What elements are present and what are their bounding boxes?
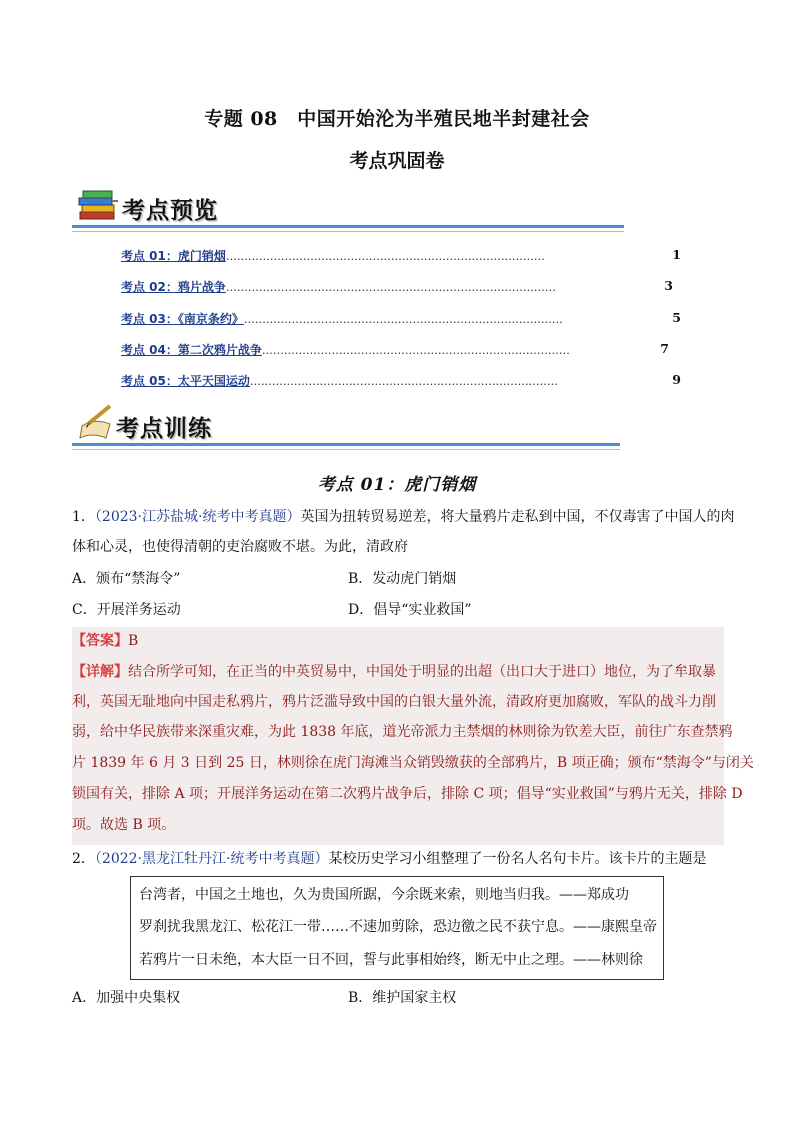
detail-line-6: 项。故选 B 项。	[72, 817, 176, 833]
pencil-paper-icon	[76, 400, 120, 444]
toc-page-number: 7	[660, 341, 669, 356]
detail-line-4: 片 1839 年 6 月 3 日到 25 日，林则徐在虎门海滩当众销毁缴获的全部鸦片，B 项正确；颁布“禁海令”与闭关	[72, 755, 754, 771]
document-title: 专题 08 中国开始沦为半殖民地半封建社会	[204, 108, 590, 130]
toc-link[interactable]: 考点 05：太平天国运动	[121, 374, 250, 388]
training-underline-thin	[72, 449, 620, 450]
option-c[interactable]: C．开展洋务运动	[72, 602, 181, 618]
toc-leader-dots: …………………………………………………………………………	[249, 375, 558, 388]
option-a[interactable]: A．加强中央集权	[72, 990, 181, 1006]
question-text: 英国为扭转贸易逆差，将大量鸦片走私到中国，不仅毒害了中国人的肉	[300, 509, 735, 525]
question-2	[72, 844, 724, 874]
quote-line-2: 罗刹扰我黑龙江、松花江一带……不速加剪除，恐边徼之民不获宁息。——康熙皇帝	[139, 919, 657, 935]
toc-page-number: 9	[672, 372, 681, 387]
option-b[interactable]: B．发动虎门销烟	[348, 571, 457, 587]
option-d[interactable]: D．倡导“实业救国”	[348, 602, 472, 618]
toc-item-3[interactable]	[121, 310, 681, 330]
toc-link[interactable]: 考点 03：《南京条约》	[121, 312, 244, 326]
question-text: 某校历史学习小组整理了一份名人名句卡片。该卡片的主题是	[328, 851, 707, 867]
toc-link[interactable]: 考点 04：第二次鸦片战争	[121, 343, 262, 357]
preview-section-banner	[72, 186, 624, 232]
question-source: （2023·江苏盐城·统考中考真题）	[94, 509, 301, 525]
detail-line-3: 弱，给中华民族带来深重灾难，为此 1838 年底，道光帝派力主禁烟的林则徐为钦差大臣，前往广东查禁鸦	[72, 724, 733, 740]
detail-tag: 【详解】	[72, 664, 128, 680]
quote-card	[130, 876, 664, 980]
preview-section-title: 考点预览	[122, 198, 218, 224]
toc-item-1[interactable]	[121, 247, 681, 267]
books-icon	[76, 182, 120, 226]
document-subtitle: 考点巩固卷	[349, 150, 445, 172]
toc-leader-dots: ………………………………………………………………………………	[225, 281, 556, 294]
answer-tag: 【答案】	[72, 633, 128, 649]
toc-leader-dots: …………………………………………………………………………	[261, 344, 570, 357]
toc-leader-dots: ……………………………………………………………………………	[243, 313, 563, 326]
toc-link[interactable]: 考点 01：虎门销烟	[121, 249, 226, 263]
toc-page-number: 3	[664, 278, 673, 293]
question-number: 1．	[72, 509, 95, 525]
detail-line-2: 利，英国无耻地向中国走私鸦片，鸦片泛滥导致中国的白银大量外流，清政府更加腐败，军队的战斗力削	[72, 694, 716, 710]
answer-line	[72, 627, 724, 656]
training-section-banner	[72, 404, 620, 450]
detail-line-5: 锁国有关，排除 A 项；开展洋务运动在第二次鸦片战争后，排除 C 项；倡导“实业救国”与鸦片无关，排除 D	[72, 786, 743, 802]
toc-link[interactable]: 考点 02：鸦片战争	[121, 280, 226, 294]
toc-item-2[interactable]	[121, 278, 673, 298]
toc-item-5[interactable]	[121, 372, 681, 392]
question-source: （2022·黑龙江牡丹江·统考中考真题）	[94, 851, 329, 867]
training-section-title: 考点训练	[116, 416, 212, 442]
quote-line-1: 台湾者，中国之土地也，久为贵国所踞，今余既来索，则地当归我。——郑成功	[139, 887, 629, 903]
option-b[interactable]: B．维护国家主权	[348, 990, 457, 1006]
toc-page-number: 5	[672, 310, 681, 325]
preview-underline-thin	[72, 231, 624, 232]
question-1-line-1	[72, 502, 735, 532]
topic-heading: 考点 01：虎门销烟	[317, 475, 477, 495]
option-a[interactable]: A．颁布“禁海令”	[72, 571, 181, 587]
question-1	[72, 502, 735, 562]
quote-line-3: 若鸦片一日未绝，本大臣一日不回，誓与此事相始终，断无中止之理。——林则徐	[139, 952, 643, 968]
training-underline	[72, 443, 620, 446]
detail-line-1	[72, 658, 724, 687]
question-number: 2．	[72, 851, 95, 867]
preview-underline	[72, 225, 624, 228]
toc-page-number: 1	[672, 247, 681, 262]
answer-value: B	[128, 633, 139, 649]
toc-item-4[interactable]	[121, 341, 669, 361]
detail-text: 结合所学可知，在正当的中英贸易中，中国处于明显的出超（出口大于进口）地位，为了牟取暴	[128, 664, 716, 680]
toc-leader-dots: ……………………………………………………………………………	[225, 250, 545, 263]
question-1-line-2: 体和心灵，也使得清朝的吏治腐败不堪。为此，清政府	[72, 539, 408, 555]
